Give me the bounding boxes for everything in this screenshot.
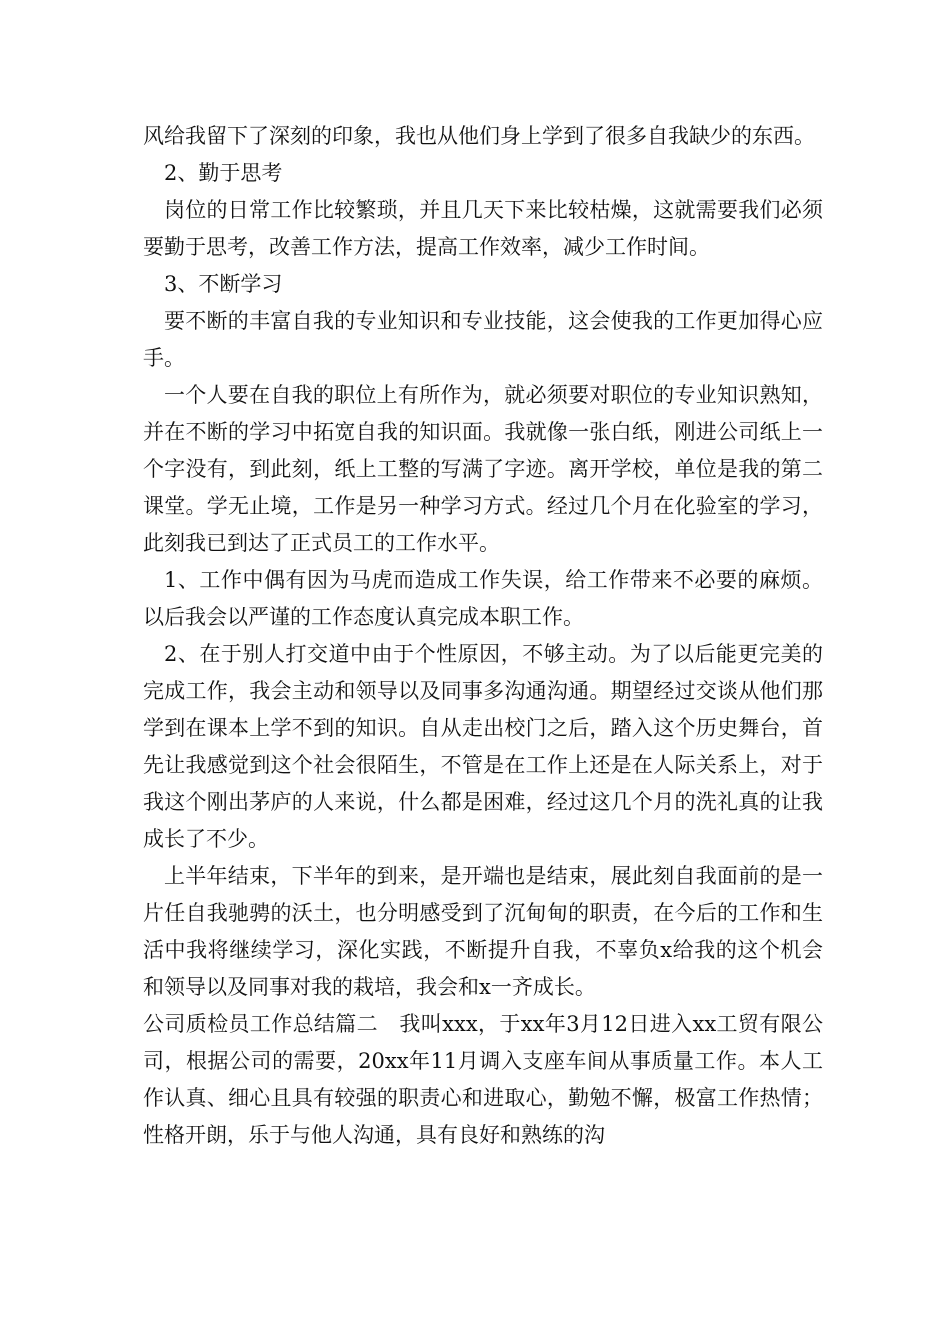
document-body (143, 118, 823, 1154)
paragraph: 2、在于别人打交道中由于个性原因，不够主动。为了以后能更完美的完成工作，我会主动和领导以及同事多沟通沟通。期望经过交谈从他们那学到在课本上学不到的知识。自从走出校门之后，踏入这个历史舞台，首先让我感觉到这个社会很陌生，不管是在工作上还是在人际关系上，对于我这个刚出茅庐的人来说，什么都是困难，经过这几个月的洗礼真的让我成长了不少。 (143, 642, 823, 851)
paragraph: 公司质检员工作总结篇二 我叫xxx，于xx年3月12日进入xx工贸有限公司，根据公司的需要，20xx年11月调入支座车间从事质量工作。本人工作认真、细心且具有较强的职责心和进取心，勤勉不懈，极富工作热情；性格开朗，乐于与他人沟通，具有良好和熟练的沟 (143, 1012, 823, 1147)
paragraph: 风给我留下了深刻的印象，我也从他们身上学到了很多自我缺少的东西。 (143, 124, 815, 148)
section-heading-learn: 3、不断学习 (164, 272, 283, 296)
paragraph: 一个人要在自我的职位上有所作为，就必须要对职位的专业知识熟知，并在不断的学习中拓宽自我的知识面。我就像一张白纸，刚进公司纸上一个字没有，到此刻，纸上工整的写满了字迹。离开学校，单位是我的第二课堂。学无止境，工作是另一种学习方式。经过几个月在化验室的学习，此刻我已到达了正式员工的工作水平。 (143, 383, 823, 555)
paragraph: 1、工作中偶有因为马虎而造成工作失误，给工作带来不必要的麻烦。以后我会以严谨的工作态度认真完成本职工作。 (143, 568, 823, 629)
section-heading-think: 2、勤于思考 (164, 161, 283, 185)
paragraph: 要不断的丰富自我的专业知识和专业技能，这会使我的工作更加得心应手。 (143, 309, 823, 370)
paragraph: 上半年结束，下半年的到来，是开端也是结束，展此刻自我面前的是一片任自我驰骋的沃土，也分明感受到了沉甸甸的职责，在今后的工作和生活中我将继续学习，深化实践，不断提升自我，不辜负x给我的这个机会和领导以及同事对我的栽培，我会和x一齐成长。 (143, 864, 823, 999)
paragraph: 岗位的日常工作比较繁琐，并且几天下来比较枯燥，这就需要我们必须要勤于思考，改善工作方法，提高工作效率，减少工作时间。 (143, 198, 823, 259)
